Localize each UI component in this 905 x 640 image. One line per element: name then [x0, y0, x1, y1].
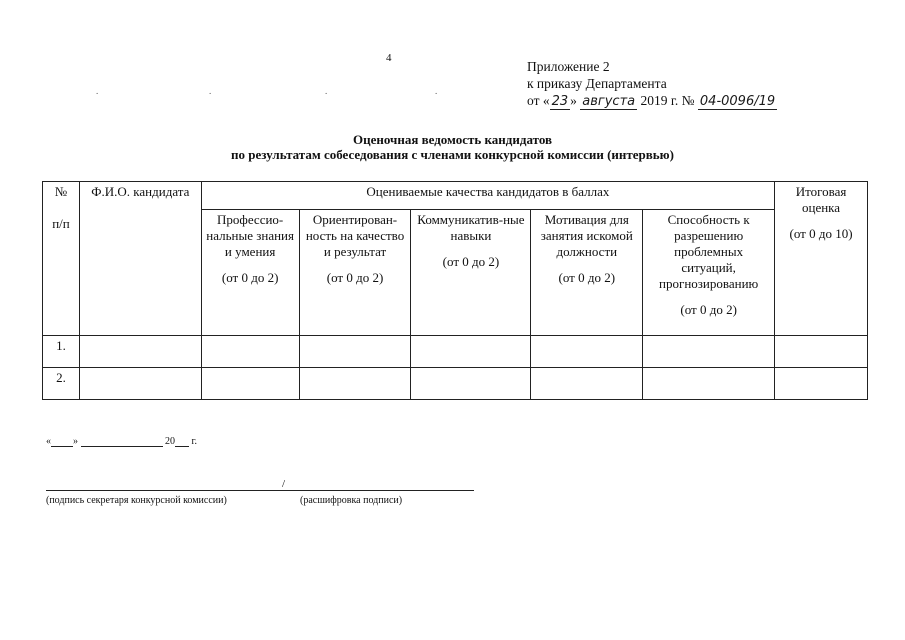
title-line-2: по результатам собеседования с членами конкурсной комиссии (интервью)	[231, 147, 674, 162]
handwritten-day: 23	[551, 94, 569, 109]
table-cell[interactable]	[775, 336, 868, 368]
day-blank[interactable]	[51, 436, 73, 447]
date-prefix: от «	[527, 93, 550, 108]
table-cell[interactable]	[411, 336, 531, 368]
date-line	[46, 436, 197, 447]
table-cell[interactable]	[299, 368, 411, 400]
row-number: 1.	[43, 336, 80, 368]
scan-dot: .	[325, 86, 328, 96]
criterion-range: (от 0 до 2)	[558, 270, 616, 285]
date-open-quote: «	[46, 436, 51, 447]
header-total-range: (от 0 до 10)	[789, 226, 853, 241]
criterion-label: Ориентирован-ность на качество и результат	[305, 212, 405, 259]
header-criterion	[201, 210, 299, 336]
appendix-date-line	[527, 92, 777, 110]
table-cell[interactable]	[643, 336, 775, 368]
signature-line[interactable]	[46, 489, 474, 491]
criterion-label: Мотивация для занятия искомой должности	[540, 212, 633, 259]
signature-separator: /	[282, 478, 286, 490]
table-cell[interactable]	[299, 336, 411, 368]
signature-caption-right: (расшифровка подписи)	[300, 495, 403, 506]
row-number: 2.	[43, 368, 80, 400]
date-mid: »	[570, 93, 577, 108]
scan-dot: .	[435, 86, 438, 96]
table-cell[interactable]	[531, 336, 643, 368]
criterion-label: Коммуникатив-ные навыки	[417, 212, 525, 243]
header-number	[43, 182, 80, 336]
assessment-table	[42, 181, 868, 400]
header-name: Ф.И.О. кандидата	[79, 182, 201, 336]
header-criteria-group: Оцениваемые качества кандидатов в баллах	[201, 182, 774, 210]
header-criterion	[299, 210, 411, 336]
header-criterion	[643, 210, 775, 336]
criterion-range: (от 0 до 2)	[442, 254, 500, 269]
criterion-range: (от 0 до 2)	[326, 270, 384, 285]
title-line-1: Оценочная ведомость кандидатов	[352, 132, 553, 147]
criterion-label: Профессио-нальные знания и умения	[206, 212, 294, 259]
header-criterion	[411, 210, 531, 336]
table-cell[interactable]	[531, 368, 643, 400]
table-cell[interactable]	[643, 368, 775, 400]
table-cell[interactable]	[775, 368, 868, 400]
scan-dot: .	[96, 86, 99, 96]
criterion-range: (от 0 до 2)	[680, 302, 737, 317]
year-suffix: г.	[191, 436, 197, 447]
signature-caption-left: (подпись секретаря конкурсной комиссии)	[46, 495, 227, 506]
page-number: 4	[386, 52, 392, 64]
table-cell[interactable]	[411, 368, 531, 400]
scan-dot: .	[209, 86, 212, 96]
table-cell[interactable]	[79, 368, 201, 400]
header-number-symbol: №	[54, 184, 68, 199]
table-cell[interactable]	[79, 336, 201, 368]
header-total	[775, 182, 868, 336]
month-blank[interactable]	[81, 436, 163, 447]
year-text: 2019 г. №	[640, 93, 695, 108]
criterion-range: (от 0 до 2)	[221, 270, 279, 285]
handwritten-month: августа	[582, 94, 636, 109]
date-close-quote: »	[73, 436, 78, 447]
table-cell[interactable]	[201, 336, 299, 368]
table-row	[43, 336, 868, 368]
year-century: 20	[165, 436, 175, 447]
handwritten-order-number: 04-0096/19	[699, 94, 776, 109]
document-title	[0, 132, 905, 162]
year-blank[interactable]	[175, 436, 189, 447]
appendix-line-2: к приказу Департамента	[527, 76, 667, 91]
table-row	[43, 368, 868, 400]
header-criterion	[531, 210, 643, 336]
appendix-block	[527, 58, 777, 110]
table-header-row	[43, 182, 868, 210]
criterion-label: Способность к разрешению проблемных ситуаций, прогнозированию	[659, 212, 759, 291]
header-total-label: Итоговая оценка	[795, 184, 847, 215]
header-number-pp: п/п	[52, 216, 70, 231]
appendix-line-1: Приложение 2	[527, 59, 610, 74]
table-cell[interactable]	[201, 368, 299, 400]
